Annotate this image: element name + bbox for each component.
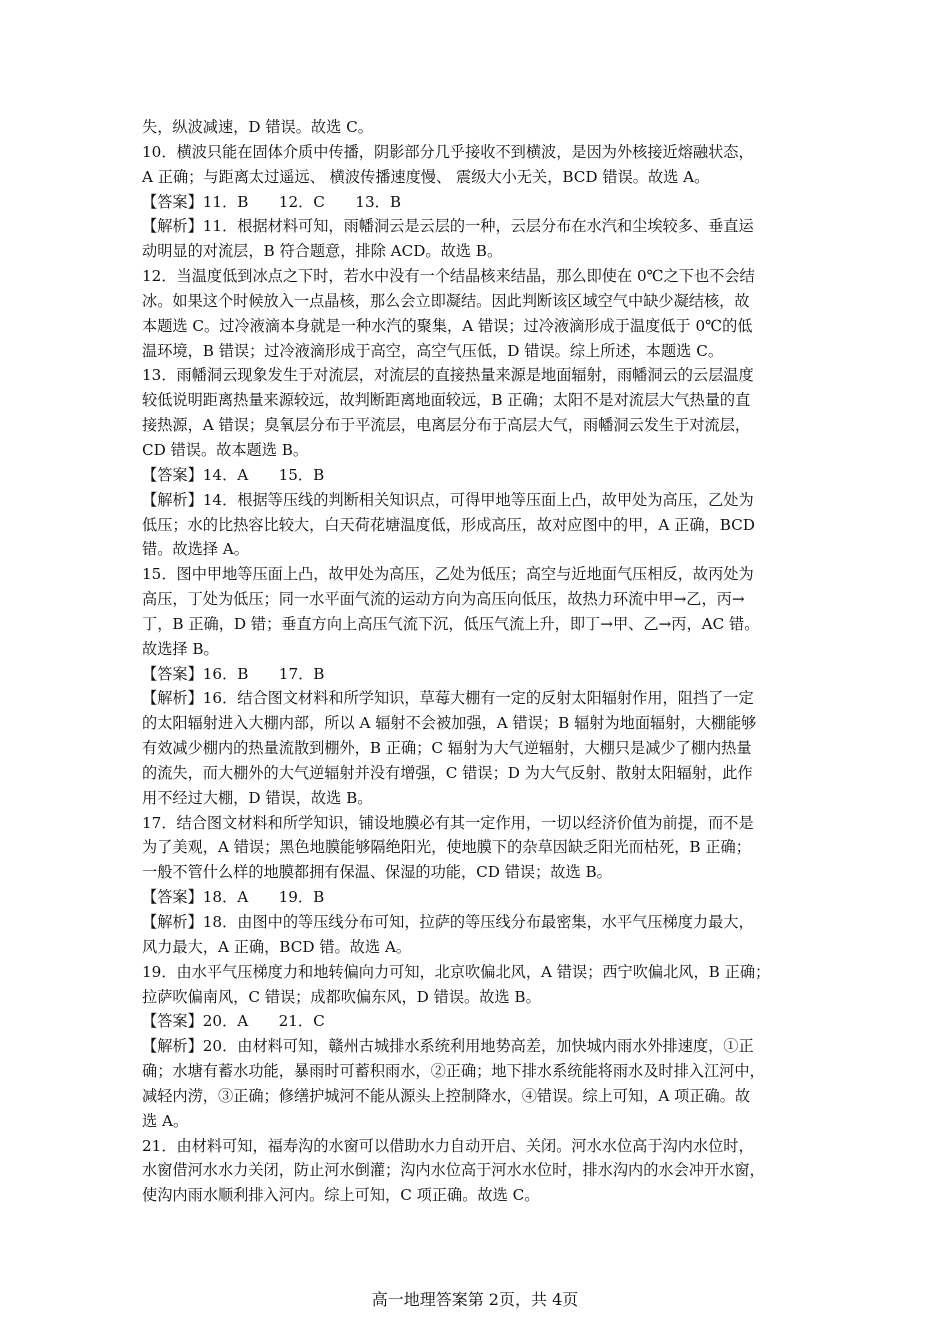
text-line: 13．雨幡洞云现象发生于对流层，对流层的直接热量来源是地面辐射，雨幡洞云的云层温度: [142, 366, 754, 385]
text-line: 【解析】14．根据等压线的判断相关知识点，可得甲地等压面上凸，故甲处为高压，乙处为: [142, 490, 754, 509]
text-line: 【解析】20．由材料可知，赣州古城排水系统利用地势高差，加快城内雨水外排速度，①正: [142, 1037, 754, 1056]
text-line: 故选择 B。: [142, 639, 219, 658]
text-line: 【解析】11．根据材料可知，雨幡洞云是云层的一种，云层分布在水汽和尘埃较多、垂直运: [142, 217, 754, 236]
text-line: 用不经过大棚，D 错误，故选 B。: [142, 788, 373, 807]
text-line: 15．图中甲地等压面上凸，故甲处为高压，乙处为低压；高空与近地面气压相反，故丙处为: [142, 565, 754, 584]
text-line: 错。故选择 A。: [142, 540, 249, 559]
text-line: A 正确；与距离太过遥远、 横波传播速度慢、 震级大小无关，BCD 错误。故选 A。: [142, 167, 710, 186]
text-line: 温环境，B 错误；过冷液滴形成于高空，高空气压低，D 错误。综上所述，本题选 C。: [142, 341, 724, 360]
text-line: 使沟内雨水顺利排入河内。综上可知，C 项正确。故选 C。: [142, 1186, 540, 1205]
text-line: 19．由水平气压梯度力和地转偏向力可知，北京吹偏北风，A 错误；西宁吹偏北风，B 正确；: [142, 962, 771, 981]
text-line: 水窗借河水水力关闭，防止河水倒灌；沟内水位高于河水水位时，排水沟内的水会冲开水窗，: [142, 1161, 765, 1180]
text-line: 本题选 C。过冷液滴本身就是一种水汽的聚集，A 错误；过冷液滴形成于温度低于 0℃的低: [142, 316, 753, 335]
text-line: 【答案】14．A 15．B: [142, 465, 325, 484]
text-line: 丁，B 正确，D 错；垂直方向上高压气流下沉，低压气流上升，即丁→甲、乙→丙，AC 错。: [142, 614, 760, 633]
text-line: 【解析】16．结合图文材料和所学知识，草莓大棚有一定的反射太阳辐射作用，阻挡了一定: [142, 689, 754, 708]
text-line: 冰。如果这个时候放入一点晶核，那么会立即凝结。因此判断该区域空气中缺少凝结核，故: [142, 291, 750, 310]
text-line: 选 A。: [142, 1111, 189, 1130]
text-line: 12．当温度低到冰点之下时，若水中没有一个结晶核来结晶，那么即使在 0℃之下也不会结: [142, 267, 755, 286]
text-line: 风力最大，A 正确，BCD 错。故选 A。: [142, 937, 412, 956]
text-line: 【答案】16．B 17．B: [142, 664, 325, 683]
text-line: 的太阳辐射进入大棚内部，所以 A 辐射不会被加强，A 错误；B 辐射为地面辐射，大棚能够: [142, 714, 757, 733]
text-line: 【答案】20．A 21．C: [142, 1012, 325, 1031]
text-line: 【答案】11．B 12．C 13．B: [142, 192, 401, 211]
text-line: 的流失，而大棚外的大气逆辐射并没有增强，C 错误；D 为大气反射、散射太阳辐射，此作: [142, 763, 753, 782]
text-line: 【解析】18．由图中的等压线分布可知，拉萨的等压线分布最密集，水平气压梯度力最大，: [142, 913, 754, 931]
text-line: 确；水塘有蓄水功能，暴雨时可蓄积雨水，②正确；地下排水系统能将雨水及时排入江河中，: [142, 1062, 765, 1081]
text-line: 21．由材料可知，福寿沟的水窗可以借助水力自动开启、关闭。河水水位高于沟内水位时，: [142, 1136, 754, 1155]
page-footer: 高一地理答案第 2页，共 4页: [371, 1290, 579, 1309]
text-line: 【答案】18．A 19．B: [142, 888, 325, 907]
text-line: CD 错误。故本题选 B。: [142, 440, 309, 459]
text-line: 一般不管什么样的地膜都拥有保温、保湿的功能，CD 错误；故选 B。: [142, 863, 612, 882]
text-line: 17．结合图文材料和所学知识，铺设地膜必有其一定作用，一切以经济价值为前提，而不是: [142, 813, 754, 832]
answer-text-body: [142, 115, 810, 1208]
text-line: 为了美观，A 错误；黑色地膜能够隔绝阳光，使地膜下的杂草因缺乏阳光而枯死，B 正确；: [142, 838, 751, 857]
text-line: 较低说明距离热量来源较远，故判断距离地面较远，B 正确；太阳不是对流层大气热量的直: [142, 391, 751, 410]
text-line: 拉萨吹偏南风，C 错误；成都吹偏东风，D 错误。故选 B。: [142, 987, 541, 1006]
text-line: 低压；水的比热容比较大，白天荷花塘温度低，形成高压，故对应图中的甲，A 正确，BCD: [142, 515, 755, 534]
text-line: 接热源，A 错误；臭氧层分布于平流层，电离层分布于高层大气，雨幡洞云发生于对流层，: [142, 416, 751, 435]
text-line: 10．横波只能在固体介质中传播，阴影部分几乎接收不到横波，是因为外核接近熔融状态，: [142, 142, 754, 161]
text-line: 高压，丁处为低压；同一水平面气流的运动方向为高压向低压，故热力环流中甲→乙，丙→: [142, 590, 745, 609]
text-line: 动明显的对流层，B 符合题意，排除 ACD。故选 B。: [142, 242, 503, 261]
text-line: 减轻内涝，③正确；修缮护城河不能从源头上控制降水，④错误。综上可知，A 项正确。故: [142, 1086, 751, 1105]
text-line: 失，纵波减速，D 错误。故选 C。: [142, 118, 373, 136]
text-line: 有效减少棚内的热量流散到棚外，B 正确；C 辐射为大气逆辐射，大棚只是减少了棚内热量: [142, 739, 752, 758]
